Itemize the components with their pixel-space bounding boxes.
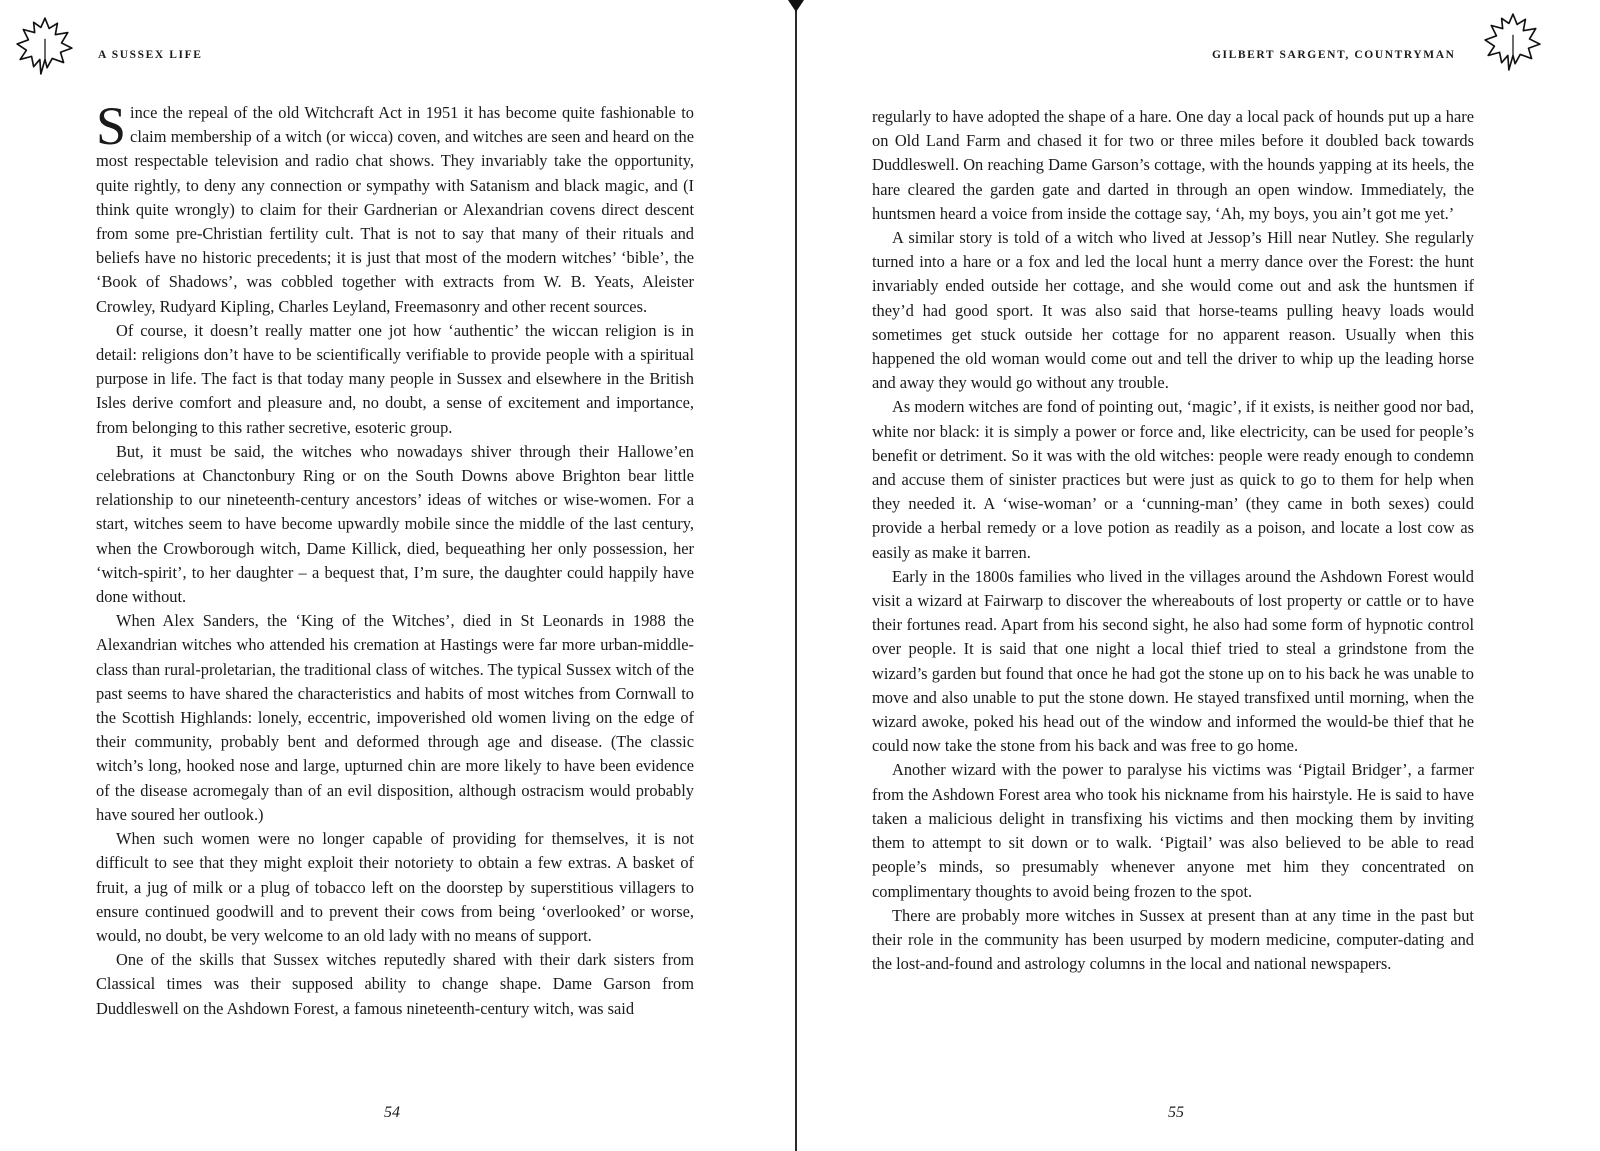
paragraph: One of the skills that Sussex witches reputedly shared with their dark sisters from Classical times was their supposed ability to change shape. Dame Garson from Duddleswell on the Ashdown Forest, a famous nineteenth-century witch, was said [96,950,694,1018]
drop-cap: S [96,96,127,156]
page-number: 55 [1168,1104,1184,1121]
paragraph: Of course, it doesn’t really matter one jot how ‘authentic’ the wiccan religion is in detail: religions don’t have to be scientifically verifiable to provide people with a spiritual purpose in life. The fact is that today many people in Sussex and elsewhere in the British Isles derive comfort and pleasure and, no doubt, a sense of excitement and importance, from belonging to this rather secretive, esoteric group. [96,320,694,437]
paragraph: When such women were no longer capable of providing for themselves, it is not difficult to see that they might exploit their notoriety to obtain a few extras. A basket of fruit, a jug of milk or a plug of tobacco left on the doorstep by superstitious villagers to ensure continued goodwill and to prevent their cows from being ‘overlooked’ or worse, would, no doubt, be very welcome to an old lady with no means of support. [96,829,694,945]
paragraph: When Alex Sanders, the ‘King of the Witches’, died in St Leonards in 1988 the Alexandrian witches who attended his cremation at Hastings were far more urban-middle-class than rural-proletarian, the traditional class of witches. The typical Sussex witch of the past seems to have shared the characteristics and habits of most witches from Cornwall to the Scottish Highlands: lonely, eccentric, impoverished old women living on the edge of their community, probably bent and deformed through age and disease. (The classic witch’s long, hooked nose and large, upturned chin are more likely to have been evidence of the disease acromegaly than of an evil disposition, although ostracism would probably have soured her outlook.) [96,611,694,824]
body-text [96,96,694,1021]
paragraph: regularly to have adopted the shape of a hare. One day a local pack of hounds put up a hare on Old Land Farm and chased it for two or three miles before it doubled back towards Duddleswell. On reaching Dame Garson’s cottage, with the hounds yapping at its heels, the hare cleared the garden gate and darted in through an open window. Immediately, the huntsmen heard a voice from inside the cottage say, ‘Ah, my boys, you ain’t got me yet.’ [872,107,1474,223]
book-gutter [795,0,797,1151]
paragraph: Since the repeal of the old Witchcraft Act in 1951 it has become quite fashionable to claim membership of a witch (or wicca) coven, and witches are seen and heard on the most respectable television and radio chat shows. They invariably take the opportunity, quite rightly, to deny any connection or sympathy with Satanism and black magic, and (I think quite wrongly) to claim for their Gardnerian or Alexandrian covens direct descent from some pre-Christian fertility cult. That is not to say that many of their rituals and beliefs have no historic precedents; it is just that most of the modern witches’ ‘bible’, the ‘Book of Shadows’, was cobbled together with extracts from W. B. Yeats, Aleister Crowley, Rudyard Kipling, Charles Leyland, Freemasonry and other recent sources. [96,96,694,316]
paragraph: A similar story is told of a witch who lived at Jessop’s Hill near Nutley. She regularly turned into a hare or a fox and led the local hunt a merry dance over the Forest: the hunt invariably ended outside her cottage, and she would come out and ask the huntsmen if they’d had good sport. It was also said that horse-teams pulling heavy loads would sometimes get stuck outside her cottage for no apparent reason. Usually when this happened the old woman would come out and tell the driver to whip up the leading horse and away they would go without any trouble. [872,228,1474,393]
page-number: 54 [384,1104,400,1121]
running-head: GILBERT SARGENT, COUNTRYMAN [1212,49,1456,61]
paragraph: There are probably more witches in Sussex at present than at any time in the past but their role in the community has been usurped by modern medicine, computer-dating and the lost-and-found and astrology columns in the local and national newspapers. [872,905,1474,974]
maple-leaf-icon [1482,10,1544,72]
paragraph: Early in the 1800s families who lived in the villages around the Ashdown Forest would visit a wizard at Fairwarp to discover the whereabouts of lost property or cattle or to have their fortunes read. Apart from his second sight, he also had some form of hypnotic control over people. It is said that one night a local thief tried to steal a grindstone from the wizard’s garden but found that once he had got the stone up on to his back he was unable to move and also unable to put the stone down. He stayed transfixed until morning, when the wizard awoke, poked his head out of the window and informed the would-be thief that he could now take the stone from his back and was free to go home. [872,566,1474,756]
paragraph: Another wizard with the power to paralyse his victims was ‘Pigtail Bridger’, a farmer from the Ashdown Forest area who took his nickname from his hairstyle. He is said to have taken a malicious delight in transfixing his victims and then mocking them by inviting them to attempt to sit down or to walk. ‘Pigtail’ was also believed to be able to read people’s minds, so presumably whenever anyone met him they concentrated on complimentary thoughts to avoid being frozen to the spot. [872,760,1474,901]
paragraph: As modern witches are fond of pointing out, ‘magic’, if it exists, is neither good nor bad, white nor black: it is simply a power or force and, like electricity, can be used for people’s benefit or detriment. So it was with the old witches: people were ready enough to condemn and accuse them of sinister practices but were just as quick to go to them for help when they needed it. A ‘wise-woman’ or a ‘cunning-man’ (they came in both sexes) could provide a herbal remedy or a love potion as readily as a poison, and locate a lost cow as easily as make it barren. [872,397,1474,562]
running-head: A SUSSEX LIFE [98,49,203,61]
left-page [0,0,790,1151]
paragraph: But, it must be said, the witches who nowadays shiver through their Hallowe’en celebrations at Chanctonbury Ring or on the South Downs above Brighton bear little relationship to our nineteenth-century ancestors’ ideas of witches or wise-women. For a start, witches seem to have become upwardly mobile since the middle of the last century, when the Crowborough witch, Dame Killick, died, bequeathing her only possession, her ‘witch-spirit’, to her daughter – a bequest that, I’m sure, the daughter could happily have done without. [96,441,694,607]
maple-leaf-icon [14,14,76,76]
right-page [802,0,1600,1151]
body-text [872,105,1474,976]
